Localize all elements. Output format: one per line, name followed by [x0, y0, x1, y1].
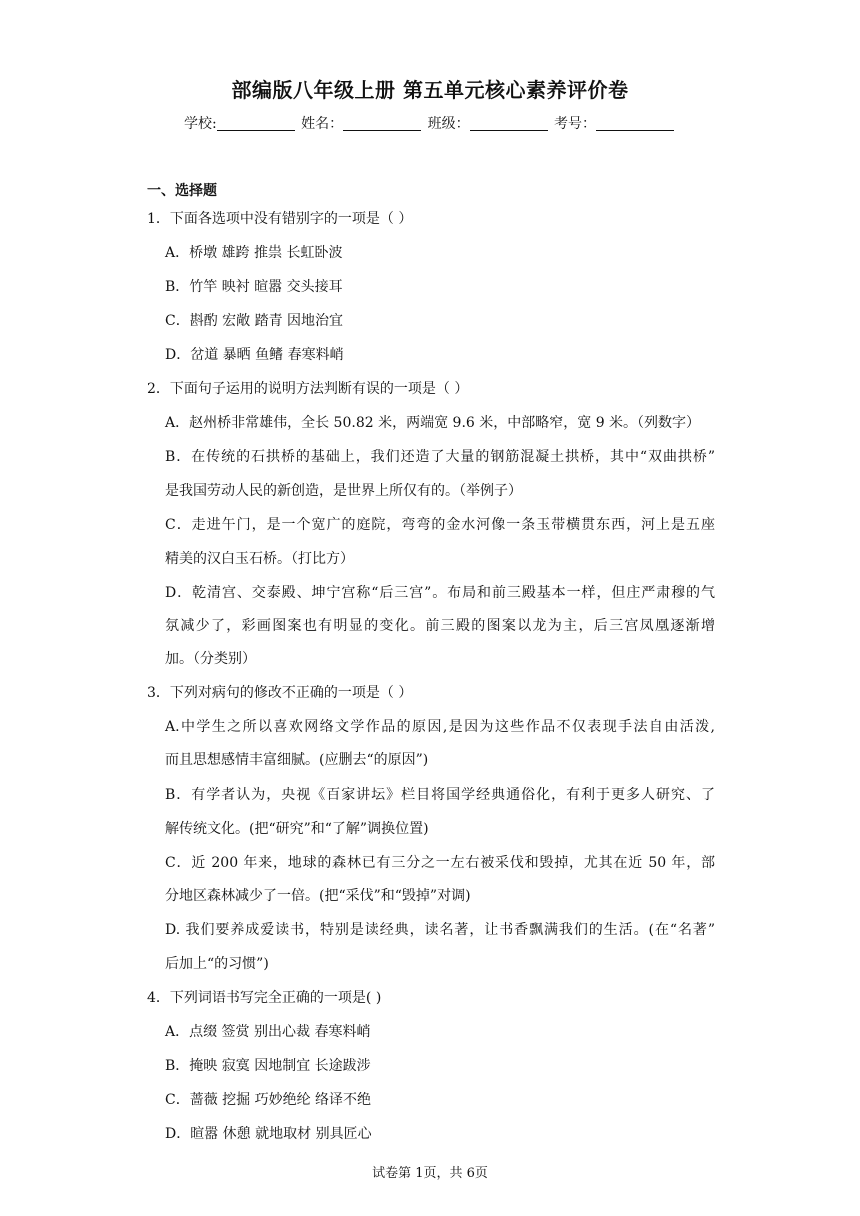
- question-4-option-b: B．掩映 寂寞 因地制宜 长途跋涉: [165, 1058, 371, 1074]
- class-label: 班级：: [427, 116, 470, 132]
- question-2-stem: 2．下面句子运用的说明方法判断有误的一项是（ ）: [147, 381, 469, 397]
- question-2-option-c-line2: 精美的汉白玉石桥。（打比方）: [165, 551, 354, 567]
- question-2-option-c-line1: C．走进午门，是一个宽广的庭院，弯弯的金水河像一条玉带横贯东西，河上是五座: [165, 517, 715, 533]
- school-label: 学校:: [183, 116, 217, 132]
- class-blank: [470, 116, 548, 131]
- question-2-option-b-line1: B．在传统的石拱桥的基础上，我们还造了大量的钢筋混凝土拱桥，其中“双曲拱桥”: [165, 449, 715, 465]
- question-3-option-b-line2: 解传统文化。(把“研究”和“了解”调换位置): [165, 821, 429, 837]
- student-info-row: [0, 113, 860, 133]
- question-1-option-c: C．斟酌 宏敞 踏青 因地治宜: [165, 313, 344, 329]
- question-3-stem: 3．下列对病句的修改不正确的一项是（ ）: [147, 685, 413, 701]
- question-2-option-b-line2: 是我国劳动人民的新创造，是世界上所仅有的。（举例子）: [165, 483, 522, 499]
- question-3-option-d-line1: D. 我们要养成爱读书，特别是读经典，读名著，让书香飘满我们的生活。(在“名著”: [165, 922, 715, 938]
- question-2-option-d-line3: 加。（分类别）: [165, 651, 256, 667]
- question-1-option-d: D．岔道 暴晒 鱼鳍 春寒料峭: [165, 347, 344, 363]
- question-3-option-c-line2: 分地区森林减少了一倍。(把“采伐”和“毁掉”对调): [165, 888, 471, 904]
- question-1-stem: 1．下面各选项中没有错别字的一项是（ ）: [147, 211, 413, 227]
- question-3-option-c-line1: C．近 200 年来，地球的森林已有三分之一左右被采伐和毁掉，尤其在近 50 年，部: [165, 855, 715, 871]
- question-3-option-b-line1: B．有学者认为，央视《百家讲坛》栏目将国学经典通俗化，有利于更多人研究、了: [165, 787, 715, 803]
- question-4-option-a: A．点缀 签赏 别出心裁 春寒料峭: [165, 1024, 371, 1040]
- school-blank: [217, 116, 295, 131]
- question-3-option-d-line2: 后加上“的习惯”): [165, 956, 269, 972]
- question-2-option-d-line1: D．乾清宫、交泰殿、坤宁宫称“后三宫”。布局和前三殿基本一样，但庄严肃穆的气: [165, 585, 715, 601]
- question-4-stem: 4．下列词语书写完全正确的一项是( ): [147, 990, 382, 1006]
- question-3-option-a-line1: A.中学生之所以喜欢网络文学作品的原因,是因为这些作品不仅表现手法自由活泼,: [165, 719, 715, 735]
- name-blank: [343, 116, 421, 131]
- section-heading: 一、选择题: [147, 183, 217, 199]
- question-1-option-b: B．竹竿 映衬 暄嚣 交头接耳: [165, 279, 343, 295]
- name-label: 姓名：: [301, 116, 344, 132]
- question-2-option-a: A．赵州桥非常雄伟，全长 50.82 米，两端宽 9.6 米，中部略窄，宽 9 米。（列数字）: [165, 415, 701, 431]
- exam-title: 部编版八年级上册 第五单元核心素养评价卷: [231, 78, 629, 102]
- question-4-option-c: C．蔷薇 挖掘 巧妙绝纶 络译不绝: [165, 1092, 372, 1108]
- exam-number-label: 考号：: [554, 116, 597, 132]
- page-footer: 试卷第 1页，共 6页: [372, 1166, 488, 1181]
- question-3-option-a-line2: 而且思想感情丰富细腻。(应删去“的原因”): [165, 752, 429, 768]
- question-4-option-d: D．暄嚣 休憩 就地取材 别具匠心: [165, 1126, 372, 1142]
- question-1-option-a: A．桥墩 雄跨 推祟 长虹卧波: [165, 245, 343, 261]
- exam-number-blank: [596, 116, 674, 131]
- question-2-option-d-line2: 氛减少了，彩画图案也有明显的变化。前三殿的图案以龙为主，后三宫凤凰逐渐增: [165, 618, 715, 634]
